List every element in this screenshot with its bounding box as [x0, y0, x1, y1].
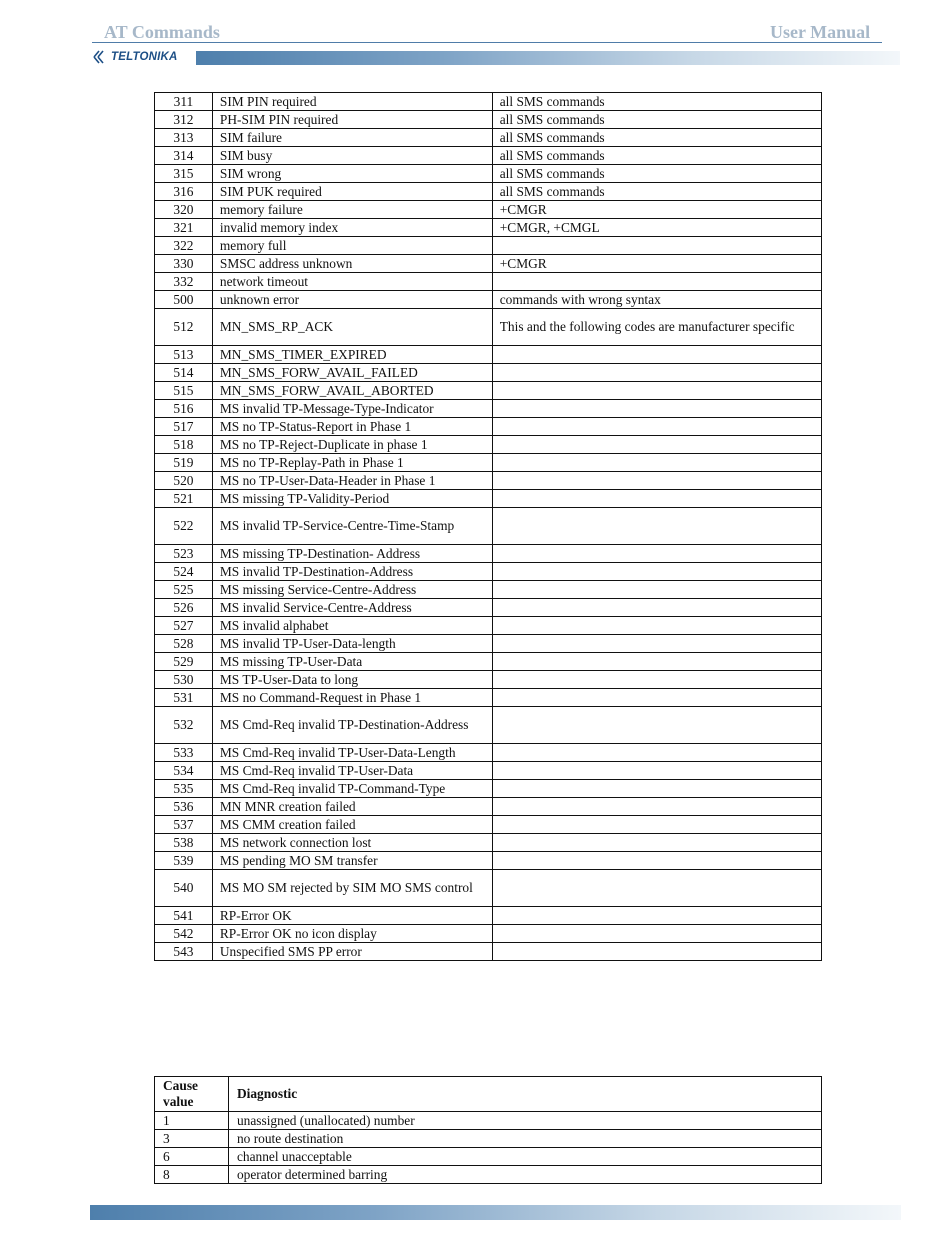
error-note-cell: [492, 436, 821, 454]
table-row: [155, 1148, 822, 1166]
error-code-cell: 514: [155, 364, 213, 382]
error-code-cell: 543: [155, 943, 213, 961]
error-note-cell: [492, 671, 821, 689]
error-meaning-cell: SIM PIN required: [212, 93, 492, 111]
error-code-cell: 536: [155, 798, 213, 816]
table-row: [155, 653, 822, 671]
error-note-cell: all SMS commands: [492, 165, 821, 183]
error-meaning-cell: MS no TP-User-Data-Header in Phase 1: [212, 472, 492, 490]
error-note-cell: [492, 744, 821, 762]
error-note-cell: [492, 382, 821, 400]
cause-value-cell: 3: [155, 1130, 229, 1148]
table-row: [155, 111, 822, 129]
error-meaning-cell: MS CMM creation failed: [212, 816, 492, 834]
error-note-cell: [492, 707, 821, 744]
error-note-cell: [492, 816, 821, 834]
error-meaning-cell: Unspecified SMS PP error: [212, 943, 492, 961]
error-code-cell: 313: [155, 129, 213, 147]
error-code-cell: 321: [155, 219, 213, 237]
error-code-cell: 519: [155, 454, 213, 472]
table-row: [155, 1112, 822, 1130]
error-meaning-cell: MS no TP-Replay-Path in Phase 1: [212, 454, 492, 472]
error-note-cell: all SMS commands: [492, 93, 821, 111]
error-code-cell: 527: [155, 617, 213, 635]
error-meaning-cell: MS missing Service-Centre-Address: [212, 581, 492, 599]
error-meaning-cell: memory full: [212, 237, 492, 255]
table-row: [155, 219, 822, 237]
error-code-cell: 518: [155, 436, 213, 454]
cause-table-body: [155, 1112, 822, 1184]
error-meaning-cell: MS no Command-Request in Phase 1: [212, 689, 492, 707]
table-row: [155, 508, 822, 545]
error-meaning-cell: SIM failure: [212, 129, 492, 147]
error-meaning-cell: MN_SMS_FORW_AVAIL_ABORTED: [212, 382, 492, 400]
cause-table-header-row: [155, 1077, 822, 1112]
error-note-cell: +CMGR: [492, 201, 821, 219]
error-code-cell: 315: [155, 165, 213, 183]
cause-value-table: [154, 1076, 822, 1184]
table-row: [155, 418, 822, 436]
error-meaning-cell: MS no TP-Status-Report in Phase 1: [212, 418, 492, 436]
error-code-cell: 542: [155, 925, 213, 943]
table-row: [155, 165, 822, 183]
table-row: [155, 762, 822, 780]
cause-value-cell: 8: [155, 1166, 229, 1184]
table-row: [155, 907, 822, 925]
error-code-cell: 535: [155, 780, 213, 798]
error-note-cell: [492, 237, 821, 255]
error-meaning-cell: MS TP-User-Data to long: [212, 671, 492, 689]
error-note-cell: [492, 490, 821, 508]
table-row: [155, 273, 822, 291]
error-meaning-cell: MS network connection lost: [212, 834, 492, 852]
error-code-cell: 533: [155, 744, 213, 762]
error-code-cell: 531: [155, 689, 213, 707]
error-code-cell: 517: [155, 418, 213, 436]
error-note-cell: [492, 581, 821, 599]
error-code-cell: 521: [155, 490, 213, 508]
error-code-cell: 330: [155, 255, 213, 273]
error-note-cell: [492, 418, 821, 436]
error-note-cell: [492, 635, 821, 653]
error-meaning-cell: MS invalid alphabet: [212, 617, 492, 635]
error-code-cell: 500: [155, 291, 213, 309]
error-note-cell: [492, 454, 821, 472]
error-note-cell: [492, 346, 821, 364]
table-row: [155, 563, 822, 581]
error-meaning-cell: memory failure: [212, 201, 492, 219]
table-row: [155, 382, 822, 400]
error-code-cell: 314: [155, 147, 213, 165]
table-row: [155, 635, 822, 653]
error-note-cell: [492, 834, 821, 852]
table-row: [155, 671, 822, 689]
error-code-cell: 320: [155, 201, 213, 219]
error-note-cell: [492, 943, 821, 961]
error-meaning-cell: MN MNR creation failed: [212, 798, 492, 816]
table-row: [155, 798, 822, 816]
error-note-cell: [492, 400, 821, 418]
error-note-cell: [492, 508, 821, 545]
error-note-cell: [492, 472, 821, 490]
error-meaning-cell: invalid memory index: [212, 219, 492, 237]
error-note-cell: [492, 563, 821, 581]
table-row: [155, 129, 822, 147]
error-meaning-cell: SIM PUK required: [212, 183, 492, 201]
error-note-cell: [492, 870, 821, 907]
error-note-cell: [492, 852, 821, 870]
error-code-cell: 524: [155, 563, 213, 581]
error-meaning-cell: PH-SIM PIN required: [212, 111, 492, 129]
table-row: [155, 689, 822, 707]
error-meaning-cell: unknown error: [212, 291, 492, 309]
error-meaning-cell: MS invalid Service-Centre-Address: [212, 599, 492, 617]
table-row: [155, 436, 822, 454]
table-row: [155, 599, 822, 617]
table-row: [155, 201, 822, 219]
table-row: [155, 545, 822, 563]
header-title: AT Commands: [104, 22, 220, 42]
error-note-cell: all SMS commands: [492, 111, 821, 129]
error-note-cell: [492, 273, 821, 291]
error-code-cell: 540: [155, 870, 213, 907]
error-code-cell: 537: [155, 816, 213, 834]
error-code-cell: 530: [155, 671, 213, 689]
table-row: [155, 346, 822, 364]
error-note-cell: [492, 798, 821, 816]
error-meaning-cell: network timeout: [212, 273, 492, 291]
header-gradient-bar: [196, 51, 900, 65]
table-row: [155, 581, 822, 599]
table-row: [155, 255, 822, 273]
teltonika-logo: [92, 49, 194, 65]
error-note-cell: [492, 545, 821, 563]
error-code-cell: 512: [155, 309, 213, 346]
header-document-type: User Manual: [770, 22, 871, 42]
table-row: [155, 816, 822, 834]
table-row: [155, 707, 822, 744]
error-code-cell: 539: [155, 852, 213, 870]
table-row: [155, 870, 822, 907]
error-meaning-cell: MN_SMS_RP_ACK: [212, 309, 492, 346]
table-row: [155, 364, 822, 382]
error-meaning-cell: MS pending MO SM transfer: [212, 852, 492, 870]
error-code-cell: 534: [155, 762, 213, 780]
cause-value-cell: 6: [155, 1148, 229, 1166]
footer-gradient-bar: [90, 1205, 901, 1220]
error-meaning-cell: MS Cmd-Req invalid TP-User-Data: [212, 762, 492, 780]
table-row: [155, 454, 822, 472]
diagnostic-cell: channel unacceptable: [228, 1148, 821, 1166]
error-code-cell: 529: [155, 653, 213, 671]
table-row: [155, 147, 822, 165]
sms-error-codes-body: [155, 93, 822, 961]
error-meaning-cell: MS no TP-Reject-Duplicate in phase 1: [212, 436, 492, 454]
error-note-cell: [492, 617, 821, 635]
error-note-cell: [492, 364, 821, 382]
table-row: [155, 1130, 822, 1148]
error-code-cell: 538: [155, 834, 213, 852]
error-meaning-cell: MS Cmd-Req invalid TP-Destination-Address: [212, 707, 492, 744]
error-meaning-cell: MS missing TP-Destination- Address: [212, 545, 492, 563]
error-code-cell: 316: [155, 183, 213, 201]
error-note-cell: +CMGR, +CMGL: [492, 219, 821, 237]
error-note-cell: commands with wrong syntax: [492, 291, 821, 309]
table-row: [155, 183, 822, 201]
error-meaning-cell: MS invalid TP-Message-Type-Indicator: [212, 400, 492, 418]
table-row: [155, 291, 822, 309]
error-meaning-cell: SIM busy: [212, 147, 492, 165]
table-row: [155, 780, 822, 798]
sms-error-codes-table: [154, 92, 822, 961]
diagnostic-cell: unassigned (unallocated) number: [228, 1112, 821, 1130]
error-meaning-cell: MS MO SM rejected by SIM MO SMS control: [212, 870, 492, 907]
table-row: [155, 744, 822, 762]
error-note-cell: +CMGR: [492, 255, 821, 273]
table-row: [155, 943, 822, 961]
error-meaning-cell: MS invalid TP-Service-Centre-Time-Stamp: [212, 508, 492, 545]
error-meaning-cell: SIM wrong: [212, 165, 492, 183]
table-row: [155, 852, 822, 870]
column-header-cause-value: Cause value: [155, 1077, 229, 1112]
error-code-cell: 522: [155, 508, 213, 545]
table-row: [155, 400, 822, 418]
error-code-cell: 532: [155, 707, 213, 744]
error-meaning-cell: MS invalid TP-User-Data-length: [212, 635, 492, 653]
table-row: [155, 93, 822, 111]
error-note-cell: [492, 925, 821, 943]
diagnostic-cell: no route destination: [228, 1130, 821, 1148]
error-note-cell: all SMS commands: [492, 147, 821, 165]
table-row: [155, 834, 822, 852]
header-divider: [92, 42, 882, 43]
table-row: [155, 472, 822, 490]
error-meaning-cell: MS Cmd-Req invalid TP-User-Data-Length: [212, 744, 492, 762]
error-code-cell: 332: [155, 273, 213, 291]
table-row: [155, 490, 822, 508]
error-meaning-cell: SMSC address unknown: [212, 255, 492, 273]
error-meaning-cell: MS missing TP-Validity-Period: [212, 490, 492, 508]
error-note-cell: [492, 907, 821, 925]
error-code-cell: 312: [155, 111, 213, 129]
error-note-cell: [492, 653, 821, 671]
error-code-cell: 322: [155, 237, 213, 255]
error-code-cell: 525: [155, 581, 213, 599]
table-row: [155, 1166, 822, 1184]
error-note-cell: [492, 780, 821, 798]
teltonika-mark-icon: [92, 49, 110, 65]
error-code-cell: 513: [155, 346, 213, 364]
error-code-cell: 516: [155, 400, 213, 418]
error-note-cell: all SMS commands: [492, 183, 821, 201]
error-code-cell: 541: [155, 907, 213, 925]
error-meaning-cell: MN_SMS_TIMER_EXPIRED: [212, 346, 492, 364]
error-meaning-cell: RP-Error OK no icon display: [212, 925, 492, 943]
error-meaning-cell: MS Cmd-Req invalid TP-Command-Type: [212, 780, 492, 798]
error-code-cell: 526: [155, 599, 213, 617]
error-meaning-cell: MN_SMS_FORW_AVAIL_FAILED: [212, 364, 492, 382]
cause-value-cell: 1: [155, 1112, 229, 1130]
error-code-cell: 523: [155, 545, 213, 563]
diagnostic-cell: operator determined barring: [228, 1166, 821, 1184]
error-note-cell: This and the following codes are manufacturer specific: [492, 309, 821, 346]
logo-wordmark: TELTONIKA: [111, 51, 178, 63]
error-code-cell: 311: [155, 93, 213, 111]
error-meaning-cell: MS invalid TP-Destination-Address: [212, 563, 492, 581]
error-note-cell: [492, 689, 821, 707]
error-meaning-cell: MS missing TP-User-Data: [212, 653, 492, 671]
error-code-cell: 520: [155, 472, 213, 490]
column-header-diagnostic: Diagnostic: [228, 1077, 821, 1112]
error-note-cell: [492, 762, 821, 780]
error-note-cell: [492, 599, 821, 617]
error-meaning-cell: RP-Error OK: [212, 907, 492, 925]
table-row: [155, 309, 822, 346]
table-row: [155, 925, 822, 943]
table-row: [155, 237, 822, 255]
table-row: [155, 617, 822, 635]
error-code-cell: 515: [155, 382, 213, 400]
error-code-cell: 528: [155, 635, 213, 653]
error-note-cell: all SMS commands: [492, 129, 821, 147]
